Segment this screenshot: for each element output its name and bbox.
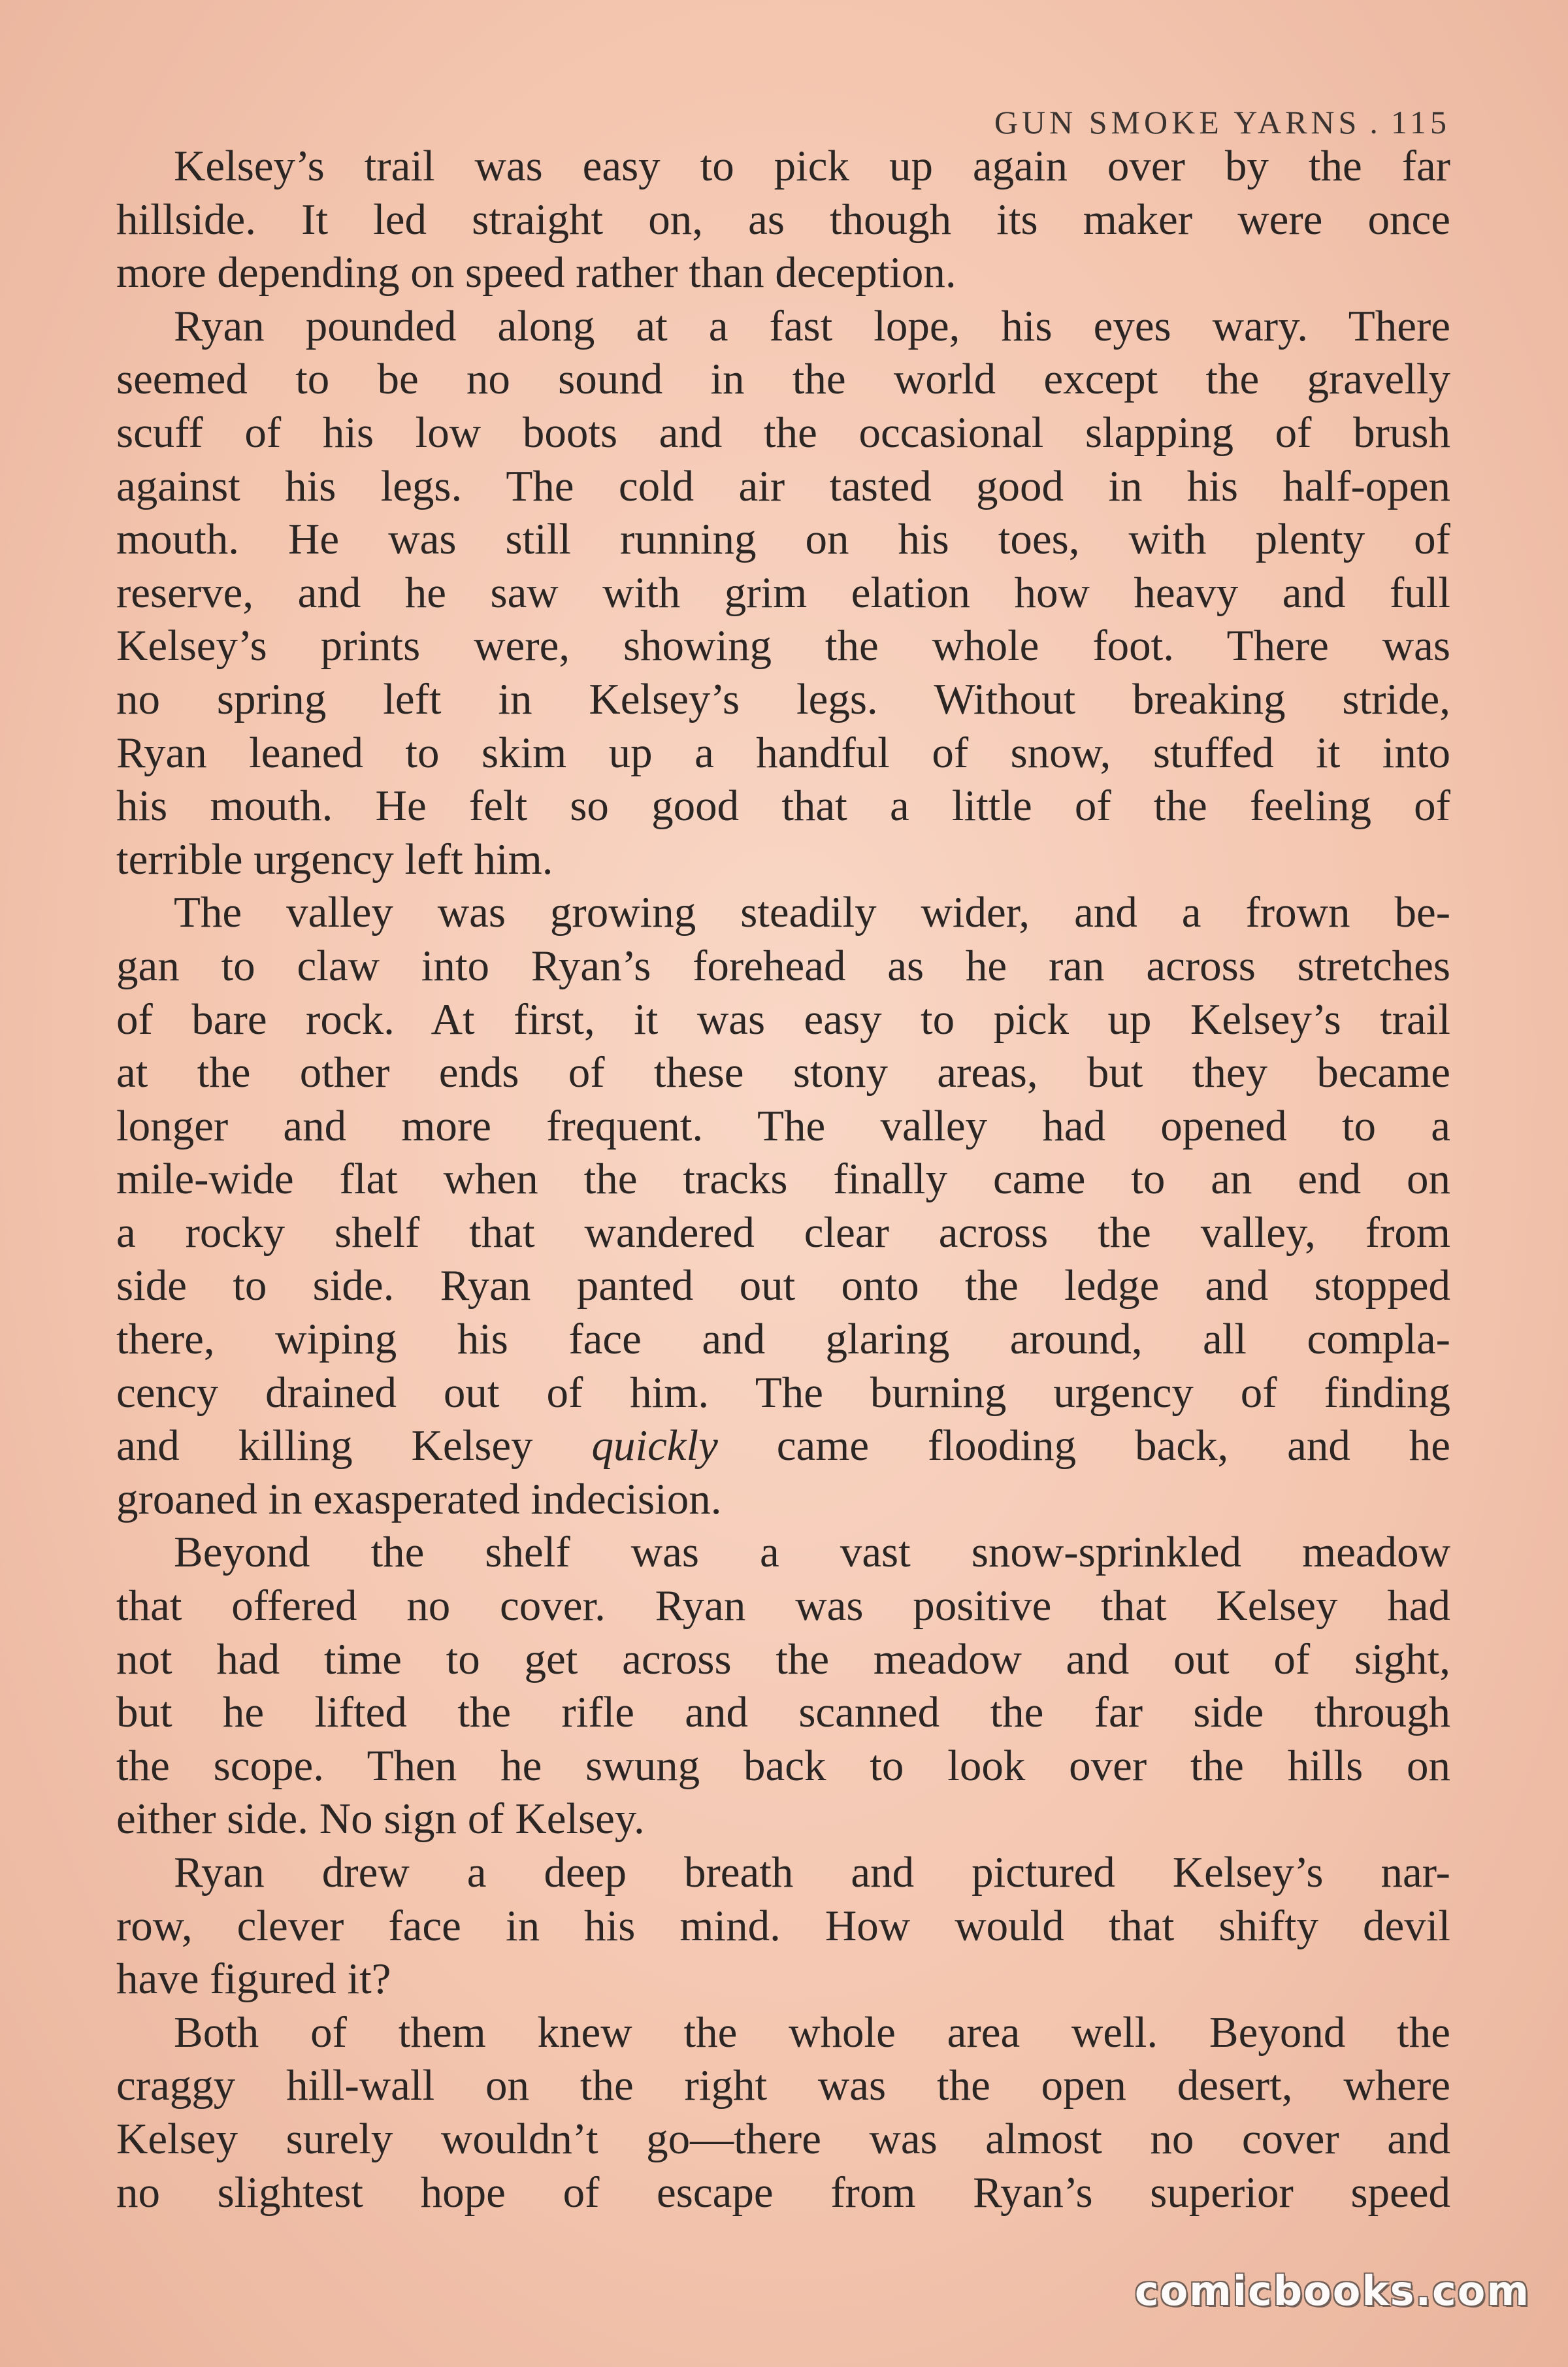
text-line: no slightest hope of escape from Ryan’s superior speed bbox=[116, 2168, 1450, 2217]
text-line: at the other ends of these stony areas, but they became bbox=[116, 1048, 1450, 1097]
watermark: comicbooks.com bbox=[1134, 2267, 1530, 2315]
text-line: groaned in exasperated indecision. bbox=[116, 1474, 722, 1523]
text-line: gan to claw into Ryan’s forehead as he ran across stretches bbox=[116, 941, 1450, 990]
text-line: either side. No sign of Kelsey. bbox=[116, 1795, 645, 1844]
text-line: have figured it? bbox=[116, 1955, 391, 2004]
text-line: more depending on speed rather than deception. bbox=[116, 248, 956, 297]
body-text bbox=[116, 140, 1450, 2219]
emphasis: quickly bbox=[591, 1421, 718, 1470]
text-line: Ryan drew a deep breath and pictured Kelsey’s nar- bbox=[174, 1848, 1450, 1896]
text-line: a rocky shelf that wandered clear across the valley, from bbox=[116, 1208, 1450, 1257]
text-line: there, wiping his face and glaring around, all compla- bbox=[116, 1315, 1450, 1364]
text-line: scuff of his low boots and the occasional slapping of brush bbox=[116, 408, 1450, 457]
text-line: Kelsey’s prints were, showing the whole foot. There was bbox=[116, 621, 1450, 670]
text-line: side to side. Ryan panted out onto the ledge and stopped bbox=[116, 1261, 1450, 1310]
text-line: of bare rock. At first, it was easy to pick up Kelsey’s trail bbox=[116, 995, 1450, 1044]
text-line: Ryan leaned to skim up a handful of snow, stuffed it into bbox=[116, 728, 1450, 777]
running-head-separator: . bbox=[1369, 104, 1382, 141]
text-line: Kelsey’s trail was easy to pick up again over by the far bbox=[174, 142, 1450, 190]
running-head-title: GUN SMOKE YARNS bbox=[994, 104, 1361, 141]
text-line: reserve, and he saw with grim elation how heavy and full bbox=[116, 568, 1450, 617]
text-line: The valley was growing steadily wider, and a frown be- bbox=[174, 888, 1450, 937]
text-line: terrible urgency left him. bbox=[116, 835, 553, 884]
text-line: no spring left in Kelsey’s legs. Without breaking stride, bbox=[116, 674, 1450, 723]
text-line: Beyond the shelf was a vast snow-sprinkled meadow bbox=[174, 1528, 1450, 1577]
text-line: Both of them knew the whole area well. Beyond the bbox=[174, 2008, 1450, 2057]
text-line: but he lifted the rifle and scanned the far side through bbox=[116, 1688, 1450, 1737]
running-head bbox=[994, 103, 1450, 141]
text-line: not had time to get across the meadow and out of sight, bbox=[116, 1634, 1450, 1683]
text-line: Kelsey surely wouldn’t go—there was almost no cover and bbox=[116, 2114, 1450, 2163]
text-line: row, clever face in his mind. How would that shifty devil bbox=[116, 1901, 1450, 1950]
text-line: hillside. It led straight on, as though its maker were once bbox=[116, 195, 1450, 244]
text-line: longer and more frequent. The valley had opened to a bbox=[116, 1101, 1450, 1150]
page-number: 115 bbox=[1390, 104, 1450, 141]
text-line: that offered no cover. Ryan was positive that Kelsey had bbox=[116, 1581, 1450, 1630]
text-line: cency drained out of him. The burning urgency of finding bbox=[116, 1368, 1450, 1417]
text-line: mile-wide flat when the tracks finally came to an end on bbox=[116, 1155, 1450, 1204]
text-line: craggy hill-wall on the right was the open desert, where bbox=[116, 2061, 1450, 2110]
text-line: the scope. Then he swung back to look over the hills on bbox=[116, 1741, 1450, 1790]
text-line: Ryan pounded along at a fast lope, his eyes wary. There bbox=[174, 301, 1450, 350]
text-line: seemed to be no sound in the world except the gravelly bbox=[116, 355, 1450, 404]
text-line: his mouth. He felt so good that a little of the feeling of bbox=[116, 782, 1450, 831]
text-line: and killing Kelsey quickly came flooding back, and he bbox=[116, 1421, 1450, 1470]
text-line: against his legs. The cold air tasted good in his half-open bbox=[116, 461, 1450, 510]
text-line: mouth. He was still running on his toes, with plenty of bbox=[116, 515, 1450, 564]
